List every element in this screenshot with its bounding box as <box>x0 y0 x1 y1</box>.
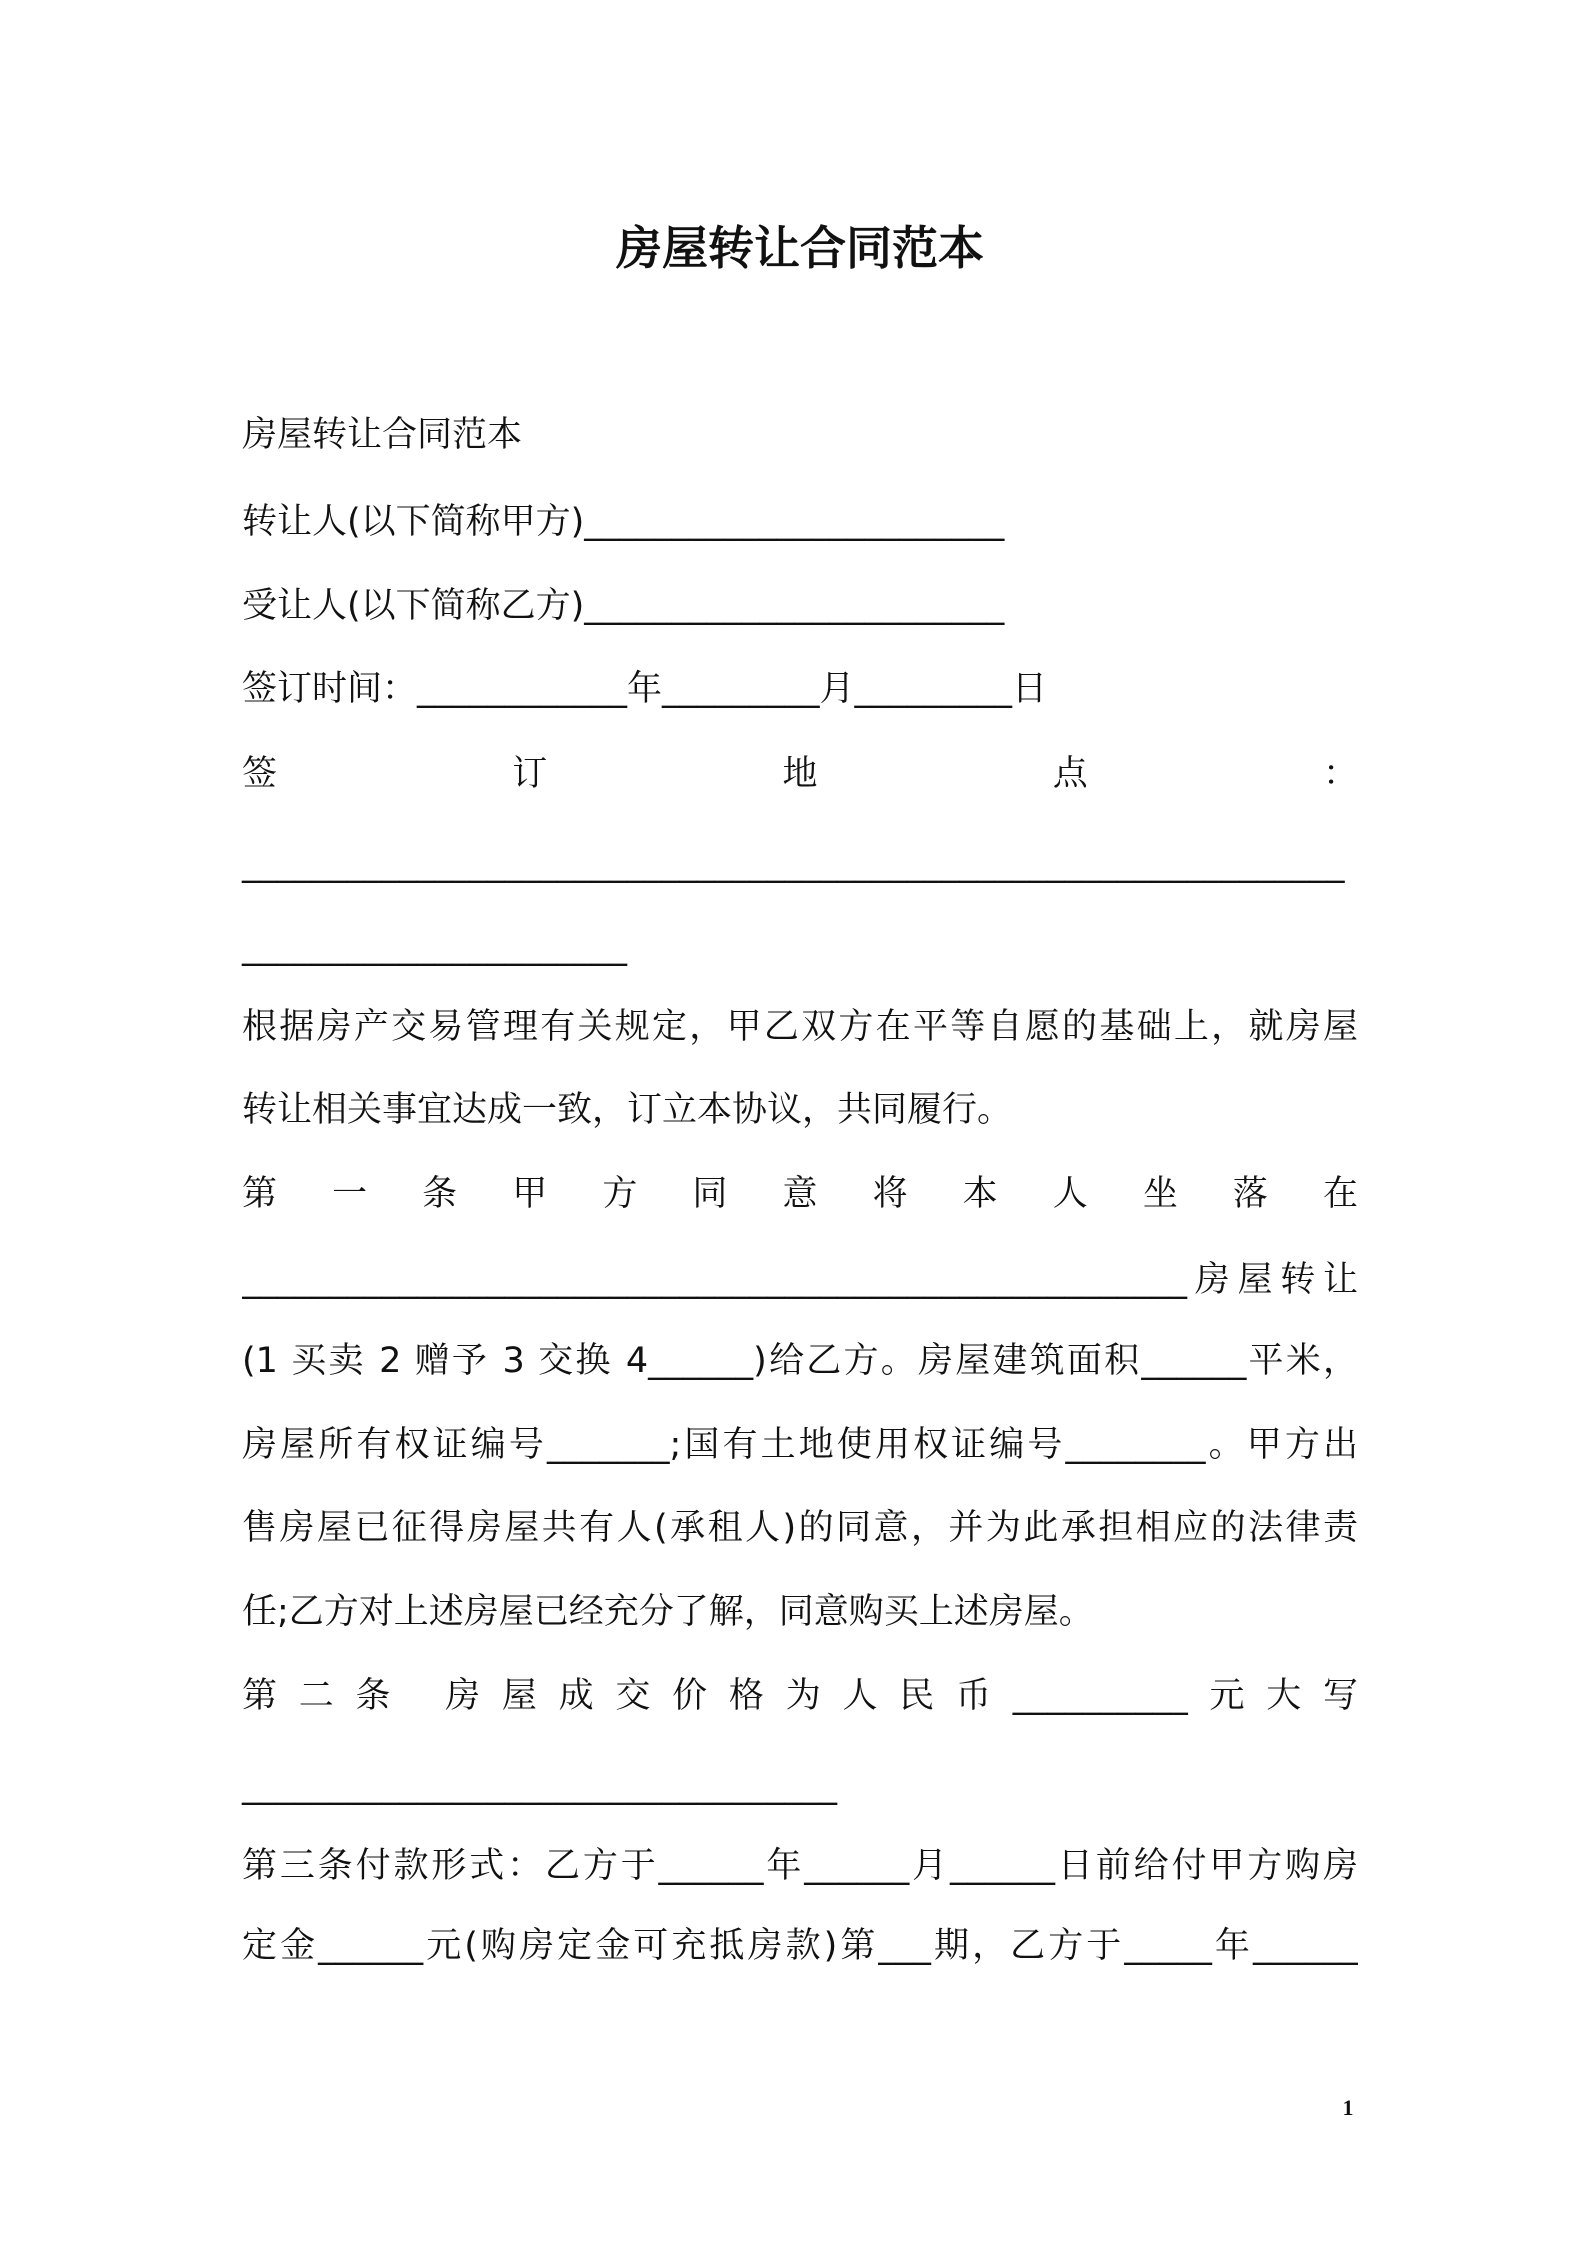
preamble-line: 转让相关事宜达成一致，订立本协议，共同履行。 <box>242 1090 1013 1130</box>
document-subtitle: 房屋转让合同范本 <box>242 415 523 455</box>
transferor-line: 转让人(以下简称甲方)________________________ <box>242 502 1005 542</box>
article-2-line: 第二条 房屋成交价格为人民币__________元大写 <box>242 1676 1358 1716</box>
document-title: 房屋转让合同范本 <box>616 221 984 275</box>
signing-date-line: 签订时间：____________年_________月_________日 <box>242 669 1048 709</box>
article-1-line: 售房屋已征得房屋共有人(承租人)的同意，并为此承担相应的法律责 <box>242 1508 1358 1548</box>
transferee-line: 受让人(以下简称乙方)________________________ <box>242 586 1005 626</box>
preamble-line: 根据房产交易管理有关规定，甲乙双方在平等自愿的基础上，就房屋 <box>242 1007 1358 1047</box>
article-1-line: 第一条甲方同意将本人坐落在 <box>242 1174 1358 1214</box>
article-3-line: 定金______元(购房定金可充抵房款)第___期，乙方于_____年______ <box>242 1926 1358 1966</box>
article-1-line: 任;乙方对上述房屋已经充分了解，同意购买上述房屋。 <box>242 1592 1094 1632</box>
article-3-line: 第三条付款形式：乙方于______年______月______日前给付甲方购房 <box>242 1846 1358 1886</box>
signing-place-blank-continued: ______________________ <box>242 927 627 967</box>
article-1-line: ______________________________________________________房屋转让 <box>242 1260 1358 1300</box>
article-1-line: 房屋所有权证编号_______;国有土地使用权证编号________。甲方出 <box>242 1425 1358 1465</box>
article-1-line: (1 买卖 2 赠予 3 交换 4______)给乙方。房屋建筑面积______平米， <box>242 1341 1358 1381</box>
signing-place-blank: _______________________________________________________________ <box>242 844 1345 884</box>
page-number: 1 <box>1342 2095 1354 2120</box>
article-2-blank: __________________________________ <box>242 1766 837 1806</box>
signing-place-label: 签订地点： <box>242 754 1358 794</box>
